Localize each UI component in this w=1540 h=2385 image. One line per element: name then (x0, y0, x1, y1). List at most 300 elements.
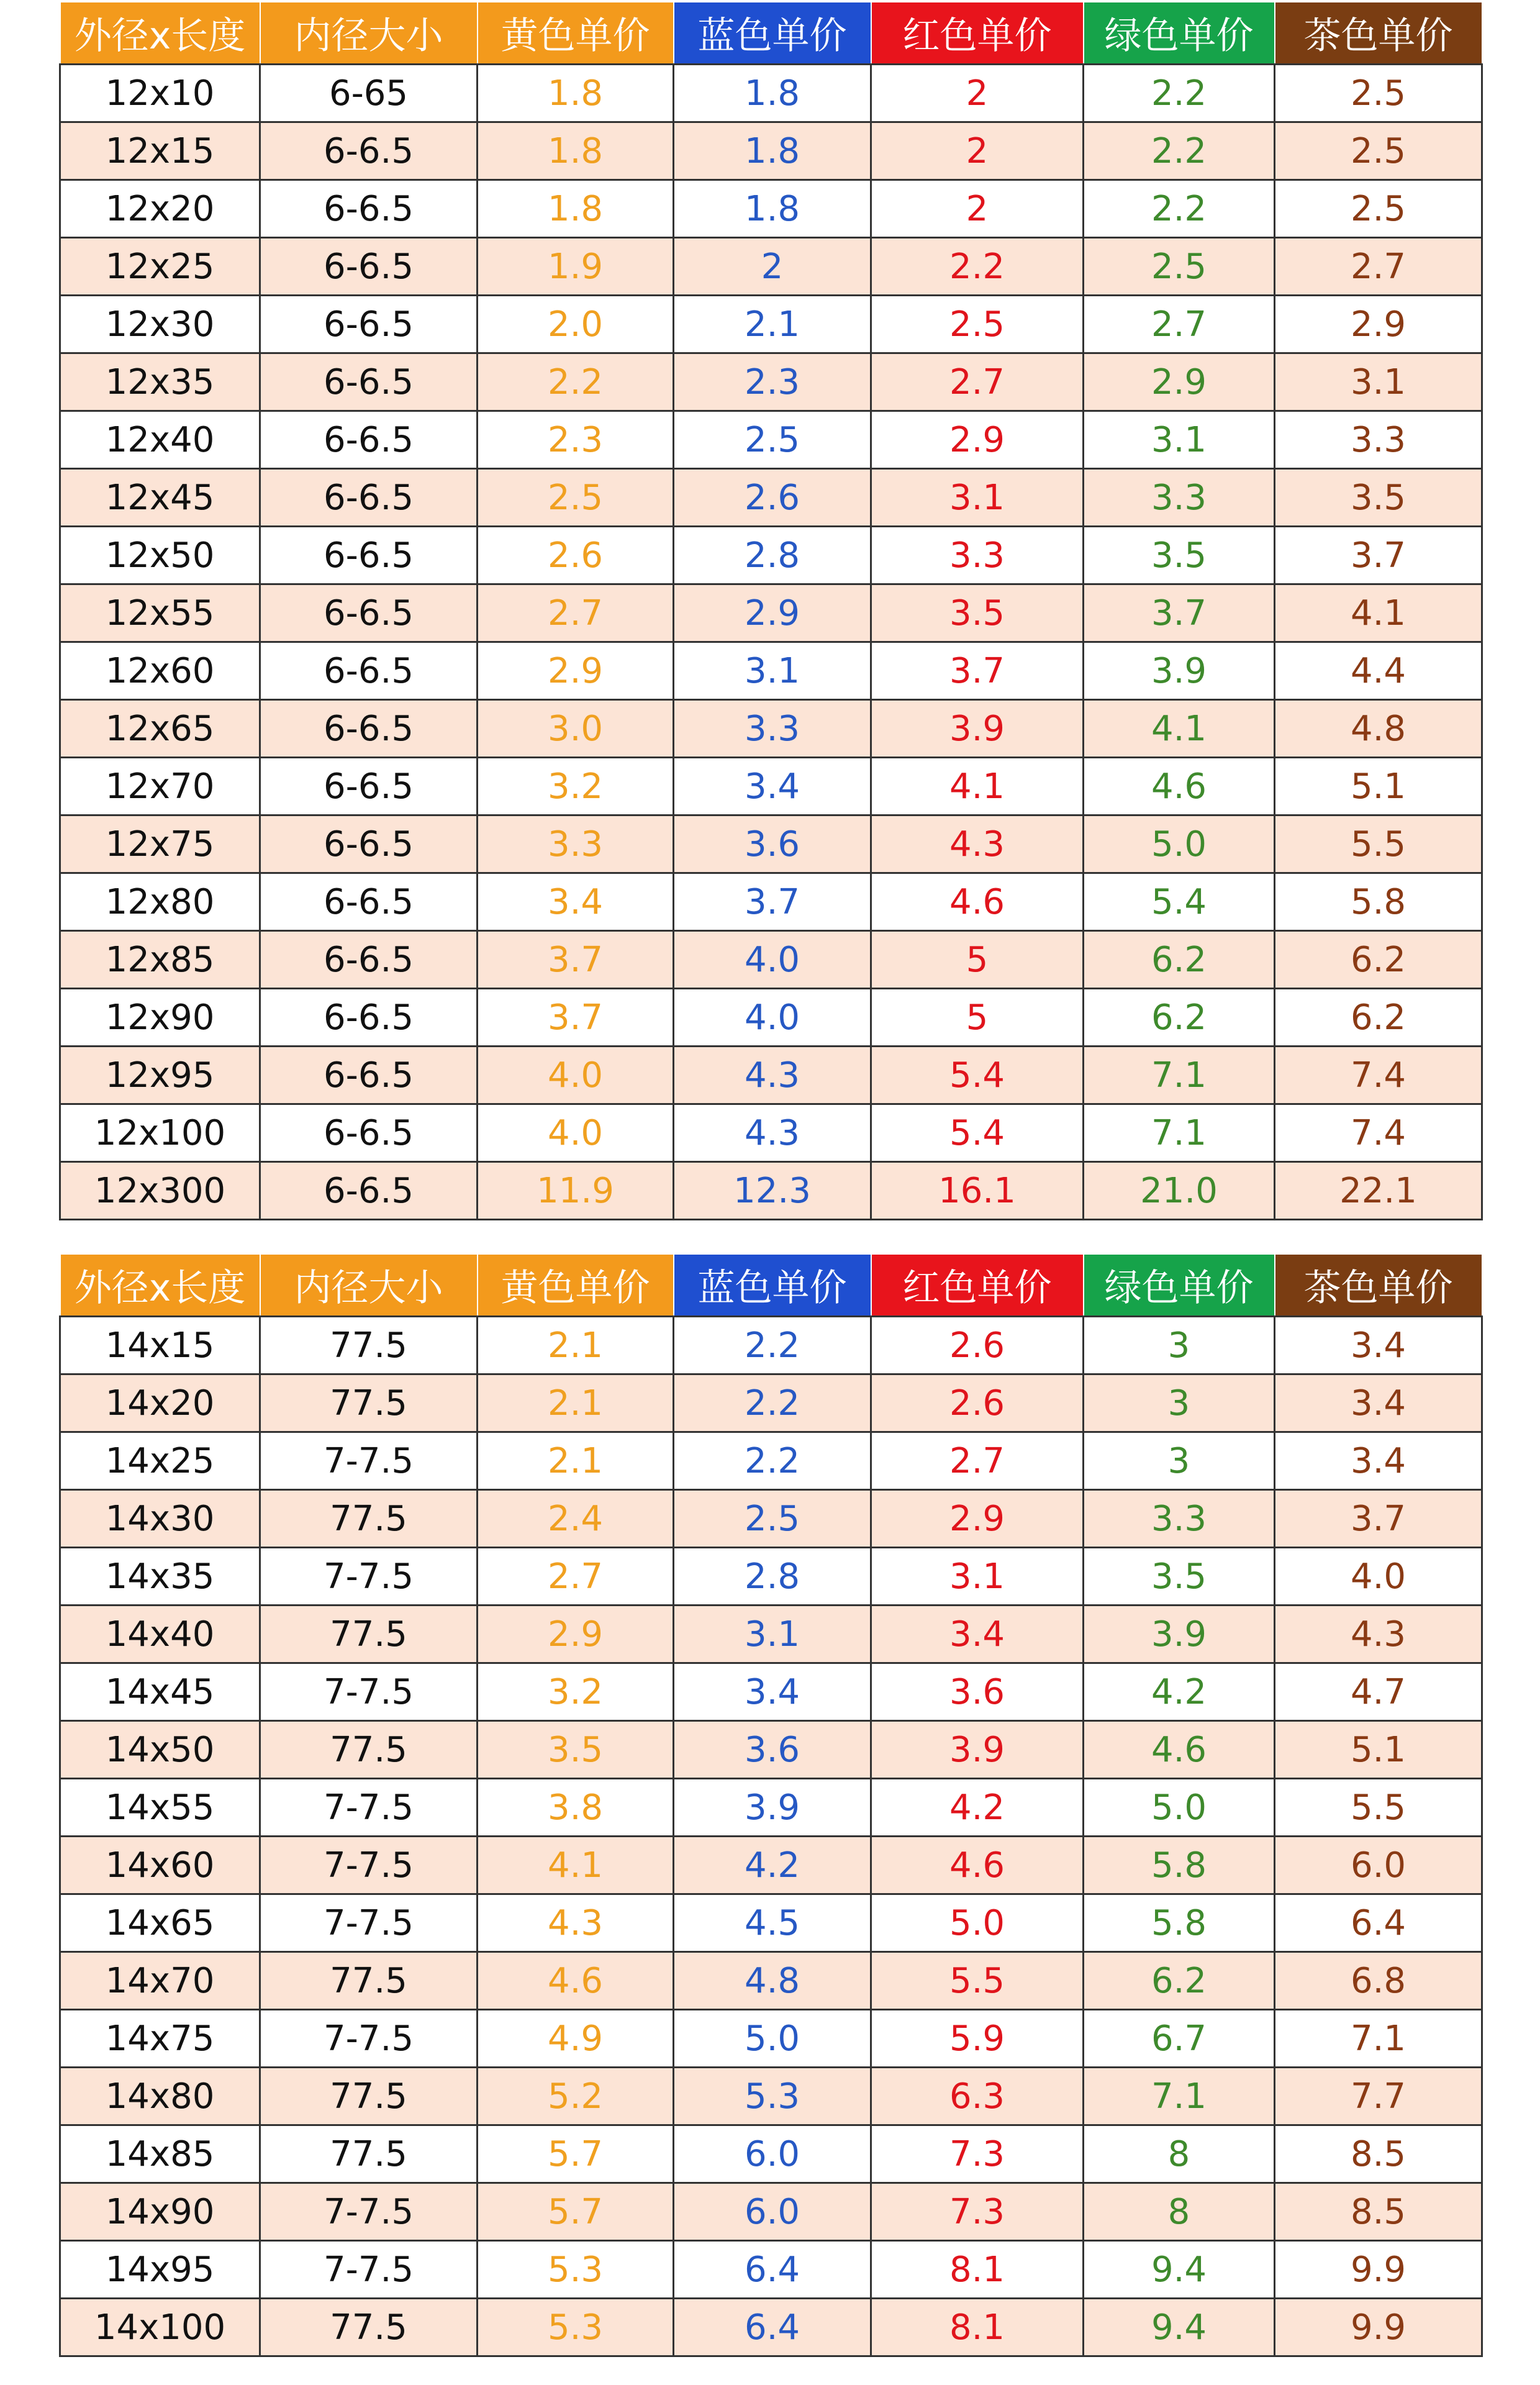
size-cell: 12x85 (60, 931, 260, 989)
header-inner-diameter: 内径大小 (260, 2, 478, 65)
red-price-cell: 2.2 (871, 238, 1084, 296)
size-cell: 14x90 (60, 2183, 260, 2241)
table-row (60, 1952, 1482, 2010)
blue-price-cell: 2.3 (674, 353, 871, 411)
brown-price-cell: 6.0 (1275, 1837, 1482, 1894)
yellow-price-cell: 3.2 (478, 758, 674, 815)
red-price-cell: 2.9 (871, 1490, 1084, 1548)
yellow-price-cell: 2.7 (478, 584, 674, 642)
header-row (60, 2, 1482, 65)
inner-diameter-cell: 6-6.5 (260, 353, 478, 411)
inner-diameter-cell: 6-6.5 (260, 758, 478, 815)
table-row (60, 1779, 1482, 1837)
size-cell: 12x30 (60, 296, 260, 353)
green-price-cell: 6.2 (1084, 989, 1275, 1047)
inner-diameter-cell: 6-6.5 (260, 1104, 478, 1162)
brown-price-cell: 3.4 (1275, 1317, 1482, 1374)
blue-price-cell: 3.3 (674, 700, 871, 758)
size-cell: 12x15 (60, 122, 260, 180)
red-price-cell: 2.7 (871, 353, 1084, 411)
brown-price-cell: 4.1 (1275, 584, 1482, 642)
table-row (60, 1837, 1482, 1894)
red-price-cell: 2 (871, 65, 1084, 122)
header-blue-price: 蓝色单价 (674, 2, 871, 65)
green-price-cell: 4.6 (1084, 758, 1275, 815)
blue-price-cell: 2.8 (674, 527, 871, 584)
green-price-cell: 2.2 (1084, 65, 1275, 122)
yellow-price-cell: 4.6 (478, 1952, 674, 2010)
yellow-price-cell: 2.9 (478, 1606, 674, 1663)
blue-price-cell: 3.6 (674, 815, 871, 873)
table-row (60, 642, 1482, 700)
table-row (60, 584, 1482, 642)
table-row (60, 1162, 1482, 1220)
blue-price-cell: 1.8 (674, 122, 871, 180)
size-cell: 12x300 (60, 1162, 260, 1220)
size-cell: 12x60 (60, 642, 260, 700)
size-cell: 14x25 (60, 1432, 260, 1490)
brown-price-cell: 7.4 (1275, 1047, 1482, 1104)
green-price-cell: 6.2 (1084, 931, 1275, 989)
green-price-cell: 5.4 (1084, 873, 1275, 931)
red-price-cell: 4.3 (871, 815, 1084, 873)
size-cell: 12x55 (60, 584, 260, 642)
red-price-cell: 3.1 (871, 1548, 1084, 1606)
size-cell: 12x10 (60, 65, 260, 122)
header-red-price: 红色单价 (871, 2, 1084, 65)
price-table (59, 1, 1483, 1220)
brown-price-cell: 4.8 (1275, 700, 1482, 758)
red-price-cell: 8.1 (871, 2299, 1084, 2356)
inner-diameter-cell: 6-6.5 (260, 1047, 478, 1104)
red-price-cell: 3.7 (871, 642, 1084, 700)
inner-diameter-cell: 7-7.5 (260, 1432, 478, 1490)
red-price-cell: 2.7 (871, 1432, 1084, 1490)
brown-price-cell: 3.5 (1275, 469, 1482, 527)
green-price-cell: 3.9 (1084, 1606, 1275, 1663)
blue-price-cell: 4.3 (674, 1104, 871, 1162)
brown-price-cell: 2.5 (1275, 122, 1482, 180)
brown-price-cell: 2.9 (1275, 296, 1482, 353)
blue-price-cell: 2.2 (674, 1317, 871, 1374)
blue-price-cell: 2.2 (674, 1432, 871, 1490)
green-price-cell: 2.7 (1084, 296, 1275, 353)
size-cell: 12x95 (60, 1047, 260, 1104)
green-price-cell: 2.5 (1084, 238, 1275, 296)
green-price-cell: 3.5 (1084, 527, 1275, 584)
red-price-cell: 7.3 (871, 2183, 1084, 2241)
brown-price-cell: 8.5 (1275, 2183, 1482, 2241)
red-price-cell: 3.5 (871, 584, 1084, 642)
red-price-cell: 5 (871, 931, 1084, 989)
brown-price-cell: 3.4 (1275, 1374, 1482, 1432)
inner-diameter-cell: 6-6.5 (260, 1162, 478, 1220)
table-row (60, 469, 1482, 527)
size-cell: 12x45 (60, 469, 260, 527)
table-row (60, 180, 1482, 238)
size-cell: 14x30 (60, 1490, 260, 1548)
header-green-price: 绿色单价 (1084, 2, 1275, 65)
blue-price-cell: 3.9 (674, 1779, 871, 1837)
table-body (60, 65, 1482, 1220)
size-cell: 14x15 (60, 1317, 260, 1374)
yellow-price-cell: 3.7 (478, 989, 674, 1047)
brown-price-cell: 5.5 (1275, 1779, 1482, 1837)
red-price-cell: 16.1 (871, 1162, 1084, 1220)
blue-price-cell: 6.4 (674, 2299, 871, 2356)
yellow-price-cell: 2.2 (478, 353, 674, 411)
red-price-cell: 6.3 (871, 2068, 1084, 2125)
blue-price-cell: 12.3 (674, 1162, 871, 1220)
brown-price-cell: 2.7 (1275, 238, 1482, 296)
green-price-cell: 5.8 (1084, 1894, 1275, 1952)
table-row (60, 296, 1482, 353)
price-table-14mm (59, 1253, 1481, 2357)
brown-price-cell: 4.7 (1275, 1663, 1482, 1721)
table-row (60, 1721, 1482, 1779)
inner-diameter-cell: 77.5 (260, 2068, 478, 2125)
blue-price-cell: 2 (674, 238, 871, 296)
yellow-price-cell: 5.3 (478, 2299, 674, 2356)
red-price-cell: 3.9 (871, 700, 1084, 758)
size-cell: 14x75 (60, 2010, 260, 2068)
size-cell: 14x65 (60, 1894, 260, 1952)
header-green-price: 绿色单价 (1084, 1254, 1275, 1317)
brown-price-cell: 2.5 (1275, 65, 1482, 122)
blue-price-cell: 2.1 (674, 296, 871, 353)
green-price-cell: 9.4 (1084, 2299, 1275, 2356)
yellow-price-cell: 3.4 (478, 873, 674, 931)
inner-diameter-cell: 77.5 (260, 2299, 478, 2356)
brown-price-cell: 3.4 (1275, 1432, 1482, 1490)
inner-diameter-cell: 77.5 (260, 1317, 478, 1374)
size-cell: 14x95 (60, 2241, 260, 2299)
brown-price-cell: 4.3 (1275, 1606, 1482, 1663)
table-row (60, 527, 1482, 584)
inner-diameter-cell: 6-6.5 (260, 700, 478, 758)
table-row (60, 815, 1482, 873)
inner-diameter-cell: 7-7.5 (260, 2183, 478, 2241)
size-cell: 12x100 (60, 1104, 260, 1162)
red-price-cell: 4.2 (871, 1779, 1084, 1837)
green-price-cell: 2.9 (1084, 353, 1275, 411)
green-price-cell: 6.2 (1084, 1952, 1275, 2010)
yellow-price-cell: 5.7 (478, 2125, 674, 2183)
yellow-price-cell: 1.8 (478, 65, 674, 122)
inner-diameter-cell: 7-7.5 (260, 2241, 478, 2299)
inner-diameter-cell: 7-7.5 (260, 1663, 478, 1721)
yellow-price-cell: 3.8 (478, 1779, 674, 1837)
size-cell: 14x55 (60, 1779, 260, 1837)
blue-price-cell: 2.5 (674, 411, 871, 469)
size-cell: 12x80 (60, 873, 260, 931)
red-price-cell: 2.6 (871, 1374, 1084, 1432)
brown-price-cell: 5.1 (1275, 758, 1482, 815)
yellow-price-cell: 3.5 (478, 1721, 674, 1779)
blue-price-cell: 3.6 (674, 1721, 871, 1779)
red-price-cell: 5.5 (871, 1952, 1084, 2010)
yellow-price-cell: 2.1 (478, 1374, 674, 1432)
red-price-cell: 4.6 (871, 873, 1084, 931)
size-cell: 12x25 (60, 238, 260, 296)
table-row (60, 353, 1482, 411)
table-row (60, 2299, 1482, 2356)
red-price-cell: 2.5 (871, 296, 1084, 353)
size-cell: 14x35 (60, 1548, 260, 1606)
size-cell: 12x35 (60, 353, 260, 411)
green-price-cell: 21.0 (1084, 1162, 1275, 1220)
green-price-cell: 9.4 (1084, 2241, 1275, 2299)
inner-diameter-cell: 6-6.5 (260, 989, 478, 1047)
inner-diameter-cell: 6-6.5 (260, 238, 478, 296)
red-price-cell: 3.9 (871, 1721, 1084, 1779)
brown-price-cell: 4.0 (1275, 1548, 1482, 1606)
yellow-price-cell: 1.9 (478, 238, 674, 296)
table-row (60, 931, 1482, 989)
table-row (60, 2183, 1482, 2241)
blue-price-cell: 2.6 (674, 469, 871, 527)
inner-diameter-cell: 77.5 (260, 1374, 478, 1432)
red-price-cell: 2 (871, 122, 1084, 180)
green-price-cell: 5.8 (1084, 1837, 1275, 1894)
table-body (60, 1317, 1482, 2356)
green-price-cell: 5.0 (1084, 1779, 1275, 1837)
green-price-cell: 6.7 (1084, 2010, 1275, 2068)
green-price-cell: 2.2 (1084, 180, 1275, 238)
brown-price-cell: 2.5 (1275, 180, 1482, 238)
green-price-cell: 8 (1084, 2125, 1275, 2183)
green-price-cell: 4.2 (1084, 1663, 1275, 1721)
brown-price-cell: 5.8 (1275, 873, 1482, 931)
inner-diameter-cell: 6-6.5 (260, 411, 478, 469)
inner-diameter-cell: 6-65 (260, 65, 478, 122)
red-price-cell: 5.4 (871, 1104, 1084, 1162)
inner-diameter-cell: 7-7.5 (260, 1548, 478, 1606)
blue-price-cell: 5.0 (674, 2010, 871, 2068)
table-row (60, 65, 1482, 122)
blue-price-cell: 2.5 (674, 1490, 871, 1548)
yellow-price-cell: 2.1 (478, 1432, 674, 1490)
size-cell: 14x85 (60, 2125, 260, 2183)
inner-diameter-cell: 77.5 (260, 1606, 478, 1663)
yellow-price-cell: 2.6 (478, 527, 674, 584)
green-price-cell: 3.5 (1084, 1548, 1275, 1606)
blue-price-cell: 3.7 (674, 873, 871, 931)
table-row (60, 873, 1482, 931)
table-row (60, 2068, 1482, 2125)
inner-diameter-cell: 7-7.5 (260, 1894, 478, 1952)
brown-price-cell: 4.4 (1275, 642, 1482, 700)
table-row (60, 238, 1482, 296)
table-row (60, 1317, 1482, 1374)
header-yellow-price: 黄色单价 (478, 1254, 674, 1317)
yellow-price-cell: 3.2 (478, 1663, 674, 1721)
green-price-cell: 4.6 (1084, 1721, 1275, 1779)
size-cell: 12x70 (60, 758, 260, 815)
size-cell: 12x75 (60, 815, 260, 873)
table-row (60, 2010, 1482, 2068)
size-cell: 12x90 (60, 989, 260, 1047)
inner-diameter-cell: 6-6.5 (260, 527, 478, 584)
blue-price-cell: 2.9 (674, 584, 871, 642)
yellow-price-cell: 1.8 (478, 122, 674, 180)
blue-price-cell: 3.1 (674, 1606, 871, 1663)
green-price-cell: 8 (1084, 2183, 1275, 2241)
blue-price-cell: 1.8 (674, 180, 871, 238)
size-cell: 14x60 (60, 1837, 260, 1894)
yellow-price-cell: 2.4 (478, 1490, 674, 1548)
blue-price-cell: 4.2 (674, 1837, 871, 1894)
table-row (60, 1047, 1482, 1104)
yellow-price-cell: 4.0 (478, 1104, 674, 1162)
table-row (60, 700, 1482, 758)
inner-diameter-cell: 6-6.5 (260, 642, 478, 700)
red-price-cell: 2 (871, 180, 1084, 238)
red-price-cell: 5.9 (871, 2010, 1084, 2068)
blue-price-cell: 4.8 (674, 1952, 871, 2010)
red-price-cell: 7.3 (871, 2125, 1084, 2183)
green-price-cell: 5.0 (1084, 815, 1275, 873)
header-size: 外径x长度 (60, 2, 260, 65)
brown-price-cell: 3.3 (1275, 411, 1482, 469)
table-row (60, 758, 1482, 815)
size-cell: 14x100 (60, 2299, 260, 2356)
inner-diameter-cell: 7-7.5 (260, 2010, 478, 2068)
brown-price-cell: 7.1 (1275, 2010, 1482, 2068)
inner-diameter-cell: 77.5 (260, 1490, 478, 1548)
yellow-price-cell: 4.1 (478, 1837, 674, 1894)
blue-price-cell: 4.5 (674, 1894, 871, 1952)
brown-price-cell: 3.7 (1275, 527, 1482, 584)
brown-price-cell: 3.1 (1275, 353, 1482, 411)
header-yellow-price: 黄色单价 (478, 2, 674, 65)
blue-price-cell: 5.3 (674, 2068, 871, 2125)
green-price-cell: 3 (1084, 1432, 1275, 1490)
table-row (60, 1548, 1482, 1606)
table-row (60, 2125, 1482, 2183)
green-price-cell: 3.3 (1084, 469, 1275, 527)
brown-price-cell: 9.9 (1275, 2299, 1482, 2356)
table-row (60, 1374, 1482, 1432)
table-row (60, 1606, 1482, 1663)
blue-price-cell: 6.0 (674, 2125, 871, 2183)
header-red-price: 红色单价 (871, 1254, 1084, 1317)
inner-diameter-cell: 77.5 (260, 1952, 478, 2010)
brown-price-cell: 6.2 (1275, 989, 1482, 1047)
yellow-price-cell: 2.5 (478, 469, 674, 527)
brown-price-cell: 5.5 (1275, 815, 1482, 873)
inner-diameter-cell: 6-6.5 (260, 469, 478, 527)
green-price-cell: 7.1 (1084, 1047, 1275, 1104)
brown-price-cell: 6.4 (1275, 1894, 1482, 1952)
red-price-cell: 3.3 (871, 527, 1084, 584)
yellow-price-cell: 11.9 (478, 1162, 674, 1220)
yellow-price-cell: 1.8 (478, 180, 674, 238)
table-row (60, 2241, 1482, 2299)
yellow-price-cell: 5.7 (478, 2183, 674, 2241)
table-row (60, 989, 1482, 1047)
inner-diameter-cell: 77.5 (260, 2125, 478, 2183)
green-price-cell: 3 (1084, 1374, 1275, 1432)
red-price-cell: 5.0 (871, 1894, 1084, 1952)
green-price-cell: 2.2 (1084, 122, 1275, 180)
size-cell: 14x45 (60, 1663, 260, 1721)
inner-diameter-cell: 6-6.5 (260, 180, 478, 238)
red-price-cell: 5 (871, 989, 1084, 1047)
yellow-price-cell: 3.0 (478, 700, 674, 758)
blue-price-cell: 4.3 (674, 1047, 871, 1104)
price-table-12mm (59, 1, 1481, 1220)
table-row (60, 1663, 1482, 1721)
blue-price-cell: 6.4 (674, 2241, 871, 2299)
yellow-price-cell: 2.9 (478, 642, 674, 700)
header-size: 外径x长度 (60, 1254, 260, 1317)
yellow-price-cell: 2.3 (478, 411, 674, 469)
red-price-cell: 8.1 (871, 2241, 1084, 2299)
green-price-cell: 3.3 (1084, 1490, 1275, 1548)
blue-price-cell: 4.0 (674, 989, 871, 1047)
brown-price-cell: 3.7 (1275, 1490, 1482, 1548)
blue-price-cell: 1.8 (674, 65, 871, 122)
brown-price-cell: 8.5 (1275, 2125, 1482, 2183)
header-brown-price: 茶色单价 (1275, 1254, 1482, 1317)
table-row (60, 1104, 1482, 1162)
yellow-price-cell: 2.7 (478, 1548, 674, 1606)
yellow-price-cell: 5.3 (478, 2241, 674, 2299)
size-cell: 14x70 (60, 1952, 260, 2010)
inner-diameter-cell: 7-7.5 (260, 1779, 478, 1837)
red-price-cell: 4.6 (871, 1837, 1084, 1894)
header-brown-price: 茶色单价 (1275, 2, 1482, 65)
size-cell: 12x65 (60, 700, 260, 758)
price-table (59, 1253, 1483, 2357)
blue-price-cell: 3.4 (674, 758, 871, 815)
inner-diameter-cell: 6-6.5 (260, 584, 478, 642)
inner-diameter-cell: 7-7.5 (260, 1837, 478, 1894)
brown-price-cell: 7.4 (1275, 1104, 1482, 1162)
size-cell: 14x50 (60, 1721, 260, 1779)
size-cell: 14x80 (60, 2068, 260, 2125)
green-price-cell: 3.7 (1084, 584, 1275, 642)
size-cell: 12x20 (60, 180, 260, 238)
inner-diameter-cell: 6-6.5 (260, 873, 478, 931)
table-row (60, 1432, 1482, 1490)
brown-price-cell: 6.8 (1275, 1952, 1482, 2010)
size-cell: 14x20 (60, 1374, 260, 1432)
blue-price-cell: 6.0 (674, 2183, 871, 2241)
red-price-cell: 3.1 (871, 469, 1084, 527)
table-row (60, 411, 1482, 469)
green-price-cell: 3.1 (1084, 411, 1275, 469)
yellow-price-cell: 2.0 (478, 296, 674, 353)
green-price-cell: 7.1 (1084, 2068, 1275, 2125)
inner-diameter-cell: 6-6.5 (260, 931, 478, 989)
table-row (60, 1894, 1482, 1952)
header-blue-price: 蓝色单价 (674, 1254, 871, 1317)
brown-price-cell: 9.9 (1275, 2241, 1482, 2299)
red-price-cell: 2.9 (871, 411, 1084, 469)
red-price-cell: 3.4 (871, 1606, 1084, 1663)
brown-price-cell: 6.2 (1275, 931, 1482, 989)
red-price-cell: 5.4 (871, 1047, 1084, 1104)
size-cell: 12x40 (60, 411, 260, 469)
blue-price-cell: 3.1 (674, 642, 871, 700)
yellow-price-cell: 3.3 (478, 815, 674, 873)
green-price-cell: 4.1 (1084, 700, 1275, 758)
blue-price-cell: 2.8 (674, 1548, 871, 1606)
inner-diameter-cell: 6-6.5 (260, 296, 478, 353)
inner-diameter-cell: 77.5 (260, 1721, 478, 1779)
